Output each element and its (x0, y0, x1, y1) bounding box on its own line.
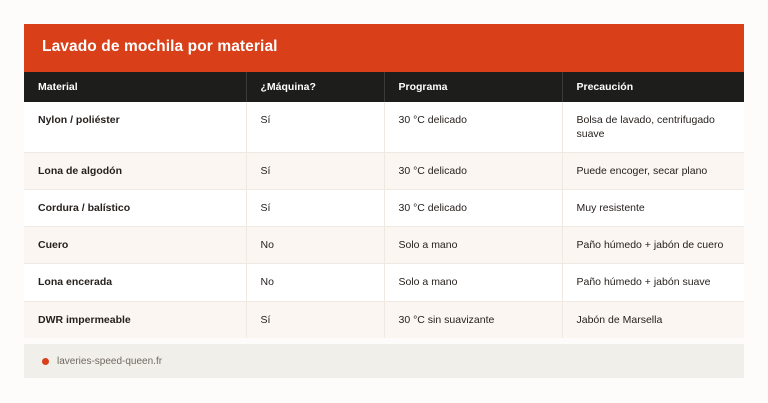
cell-care: Jabón de Marsella (562, 301, 744, 338)
cell-material: Lona de algodón (24, 152, 246, 189)
washing-guide-table (24, 72, 744, 338)
page-title: Lavado de mochila por material (42, 38, 278, 55)
cell-material: Lona encerada (24, 264, 246, 301)
table-row (24, 227, 744, 264)
cell-program: 30 °C sin suavizante (384, 301, 562, 338)
washing-guide-card (24, 24, 744, 338)
cell-material: Cordura / balístico (24, 190, 246, 227)
table-row (24, 152, 744, 189)
card-header (24, 24, 744, 72)
cell-program: Solo a mano (384, 227, 562, 264)
table-row (24, 102, 744, 153)
cell-care: Bolsa de lavado, centrifugado suave (562, 102, 744, 153)
cell-program: 30 °C delicado (384, 102, 562, 153)
table-header (24, 72, 744, 102)
column-header-material: Material (24, 72, 246, 102)
bullet-dot-icon (42, 358, 49, 365)
cell-machine: Sí (246, 190, 384, 227)
table-row (24, 264, 744, 301)
cell-material: Nylon / poliéster (24, 102, 246, 153)
table-header-row (24, 72, 744, 102)
cell-machine: Sí (246, 102, 384, 153)
source-label: laveries-speed-queen.fr (57, 355, 163, 367)
cell-machine: Sí (246, 152, 384, 189)
cell-material: DWR impermeable (24, 301, 246, 338)
column-header-program: Programa (384, 72, 562, 102)
cell-care: Paño húmedo + jabón suave (562, 264, 744, 301)
column-header-machine: ¿Máquina? (246, 72, 384, 102)
cell-machine: No (246, 227, 384, 264)
table-row (24, 190, 744, 227)
column-header-care: Precaución (562, 72, 744, 102)
cell-material: Cuero (24, 227, 246, 264)
cell-care: Muy resistente (562, 190, 744, 227)
cell-program: 30 °C delicado (384, 152, 562, 189)
cell-machine: Sí (246, 301, 384, 338)
source-footer (24, 344, 744, 378)
cell-machine: No (246, 264, 384, 301)
table-body (24, 102, 744, 338)
cell-program: 30 °C delicado (384, 190, 562, 227)
cell-care: Puede encoger, secar plano (562, 152, 744, 189)
cell-care: Paño húmedo + jabón de cuero (562, 227, 744, 264)
cell-program: Solo a mano (384, 264, 562, 301)
table-row (24, 301, 744, 338)
